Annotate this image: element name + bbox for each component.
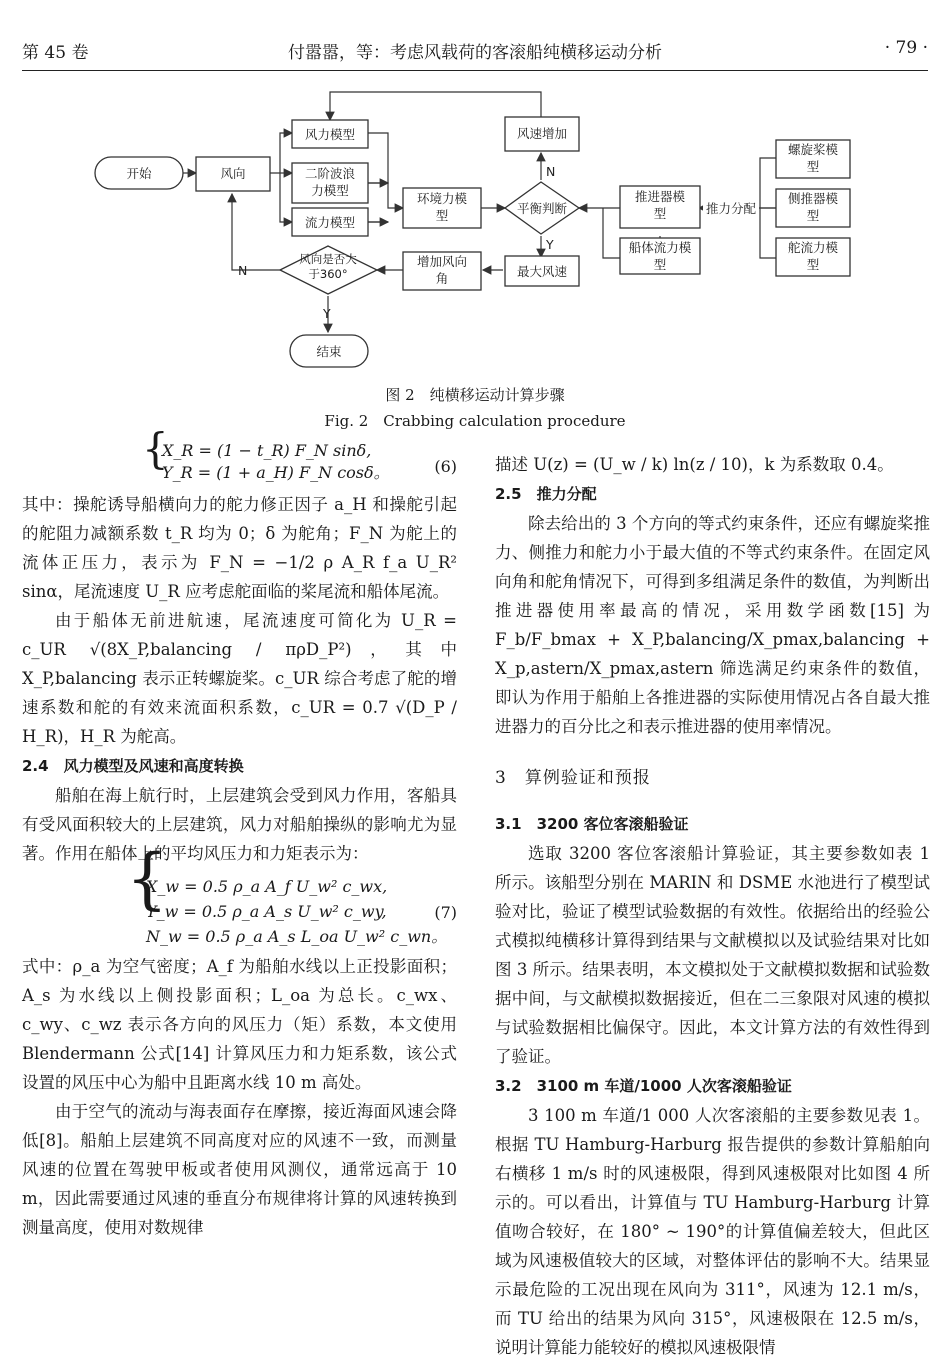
page-number: · 79 ·	[884, 38, 928, 58]
section-2-4: 2.4 风力模型及风速和高度转换	[22, 757, 244, 775]
svg-text:风力模型: 风力模型	[304, 127, 356, 142]
eq6-number: (6)	[434, 457, 457, 476]
volume-label: 第 45 卷	[22, 43, 89, 63]
node-wave-model: 二阶波浪力模型	[292, 163, 368, 203]
svg-text:开始: 开始	[126, 166, 152, 181]
node-max-wind	[505, 256, 579, 286]
svg-text:结束: 结束	[316, 344, 342, 359]
node-check-360: 风向是否大于360°	[280, 246, 377, 294]
running-title: 付嚣嚣，等：考虑风载荷的客滚船纯横移运动分析	[288, 43, 662, 63]
node-env-force: 环境力模型	[403, 188, 481, 228]
svg-text:流力模型: 流力模型	[304, 215, 356, 230]
figure-caption-en: Fig. 2 Crabbing calculation procedure	[324, 412, 626, 430]
equation-7: { X_w = 0.5 ρ_a A_f U_w² c_wx, Y_w = 0.5 ρ_a A_s U_w² c_wy, N_w = 0.5 ρ_a A_s L_oa U_w² c_wn。 (7)	[22, 868, 457, 952]
svg-text:推力分配: 推力分配	[705, 201, 757, 216]
eq7-line2: Y_w = 0.5 ρ_a A_s U_w² c_wy,	[146, 902, 387, 921]
svg-text:平衡判断: 平衡判断	[516, 201, 568, 216]
svg-text:风速增加: 风速增加	[516, 126, 568, 141]
node-wind-increase	[505, 117, 579, 151]
node-thruster-model: 推进器模型	[620, 186, 700, 228]
label-y-check: Y	[323, 306, 331, 321]
label-n-balance: N	[546, 164, 556, 179]
eq7-number: (7)	[434, 903, 457, 922]
equation-6: { X_R = (1 − t_R) F_N sinδ, Y_R = (1 + a_H) F_N cosδ。 (6)	[142, 424, 457, 482]
label-n-check: N	[238, 263, 248, 278]
node-side-thruster-model: 侧推器模型	[776, 189, 850, 227]
label-y-balance: Y	[546, 237, 554, 252]
para-wind-force: 船舶在海上航行时，上层建筑会受到风力作用，客船具有受风面积较大的上层建筑，风力对船舶操纵的影响尤为显著。作用在船体上的平均风压力和力矩表示为：	[22, 786, 457, 863]
eq7-line1: X_w = 0.5 ρ_a A_f U_w² c_wx,	[146, 877, 388, 896]
svg-text:最大风速: 最大风速	[516, 264, 568, 279]
eq6-line2: Y_R = (1 + a_H) F_N cosδ。	[162, 463, 390, 482]
node-hull-model: 船体流力模型	[620, 238, 700, 275]
para-validation-3100: 3 100 m 车道/1 000 人次客滚船的主要参数见表 1。根据 TU Hamburg-Harburg 报告提供的参数计算船舶向右横移 1 m/s 时的风速极限，得到风速极限对比如图 4 所示的。可以看出，计算值与 TU Hamburg-Harburg 计算值吻合较好，在 180° ~ 190°的计算值偏差较大，但此区域为风速极值较大的区域，对整体评估的影响不大。结果显示最危险的工况出现在风向为 311°，风速为 12.1 m/s，而 TU 给出的结果为风向 315°，风速极限在 12.5 m/s，说明计算能力能较好的模拟风速极限情	[495, 1106, 930, 1357]
eq7-line3: N_w = 0.5 ρ_a A_s L_oa U_w² c_wn。	[146, 927, 448, 946]
node-wind-direction	[196, 157, 270, 191]
para-thrust-allocation: 除去给出的 3 个方向的等式约束条件，还应有螺旋桨推力、侧推力和舵力小于最大值的不等式约束条件。在固定风向角和舵角情况下，可得到多组满足条件的数值，为判断出推进器使用率最高的情况，采用数学函数[15] 为 F_b/F_bmax + X_P,balancing/X_pmax,balancing + X_p,astern/X_pmax,astern 筛选满足约束条件的数值，即认为作用于船舶上各推进器的实际使用情况占各自最大推进器力的百分比之和表示推进器的使用率情况。	[495, 514, 930, 736]
section-3-1: 3.1 3200 客位客滚船验证	[495, 815, 689, 833]
right-column	[495, 450, 930, 1362]
node-end	[290, 335, 368, 367]
para-validation-3200: 选取 3200 客位客滚船计算验证，其主要参数如表 1 所示。该船型分别在 MARIN 和 DSME 水池进行了模型试验对比，验证了模型试验数据的有效性。依据给出的经验公式模拟纯横移计算得到结果与文献模拟以及试验结果对比如图 3 所示。结果表明，本文模拟处于文献模拟数据和试验数据中间，与文献模拟数据接近，但在二三象限对风速的模拟与试验数据相比偏保守。因此，本文计算方法的有效性得到了验证。	[495, 844, 930, 1066]
left-column	[22, 424, 457, 1242]
node-add-angle: 增加风向角	[403, 252, 481, 290]
section-3-2: 3.2 3100 m 车道/1000 人次客滚船验证	[495, 1077, 792, 1095]
para-log-law: 描述 U(z) = (U_w / k) ln(z / 10)，k 为系数取 0.4。	[495, 455, 894, 474]
node-balance	[505, 182, 579, 234]
figure-caption-cn: 图 2 纯横移运动计算步骤	[385, 386, 565, 404]
para-rudder-force: 其中：操舵诱导船横向力的舵力修正因子 a_H 和操舵引起的舵阻力减额系数 t_R 均为 0；δ 为舵角；F_N 为舵上的流体正压力，表示为 F_N = −1/2 ρ A_R f_a U_R² sinα，尾流速度 U_R 应考虑舵面临的桨尾流和船体尾流。	[22, 495, 457, 601]
para-wind-height: 由于空气的流动与海表面存在摩擦，接近海面风速会降低[8]。船舶上层建筑不同高度对应的风速不一致，而测量风速的位置在驾驶甲板或者使用风测仪，通常远高于 10 m，因此需要通过风速的垂直分布规律将计算的风速转换到测量高度，使用对数规律	[22, 1102, 457, 1237]
node-start	[95, 157, 183, 189]
node-propeller-model: 螺旋桨模型	[776, 140, 850, 178]
para-wake-speed: 由于船体无前进航速，尾流速度可简化为 U_R = c_UR √(8X_P,balancing / πρD_P²)，其中 X_P,balancing 表示正转螺旋桨。c_UR 综合考虑了舵的增速系数和舵的有效来流面积系数，c_UR = 0.7 √(D_P / H_R)，H_R 为舵高。	[22, 611, 457, 746]
node-rudder-model: 舵流力模型	[776, 238, 850, 276]
section-3: 3 算例验证和预报	[495, 768, 651, 788]
eq6-line1: X_R = (1 − t_R) F_N sinδ,	[162, 441, 372, 460]
node-thrust-allocation	[703, 199, 759, 217]
svg-text:风向: 风向	[220, 166, 246, 181]
node-current-model	[292, 208, 368, 236]
node-wind-model	[292, 120, 368, 148]
section-2-5: 2.5 推力分配	[495, 485, 597, 503]
para-wind-symbols: 式中：ρ_a 为空气密度；A_f 为船舶水线以上正投影面积；A_s 为水线以上侧投影面积；L_oa 为总长。c_wx、c_wy、c_wz 表示各方向的风压力（矩）系数，本文使用 Blendermann 公式[14] 计算风压力和力矩系数，该公式设置的风压中心为船中且距离水线 10 m 高处。	[22, 957, 457, 1092]
flowchart	[0, 0, 950, 385]
